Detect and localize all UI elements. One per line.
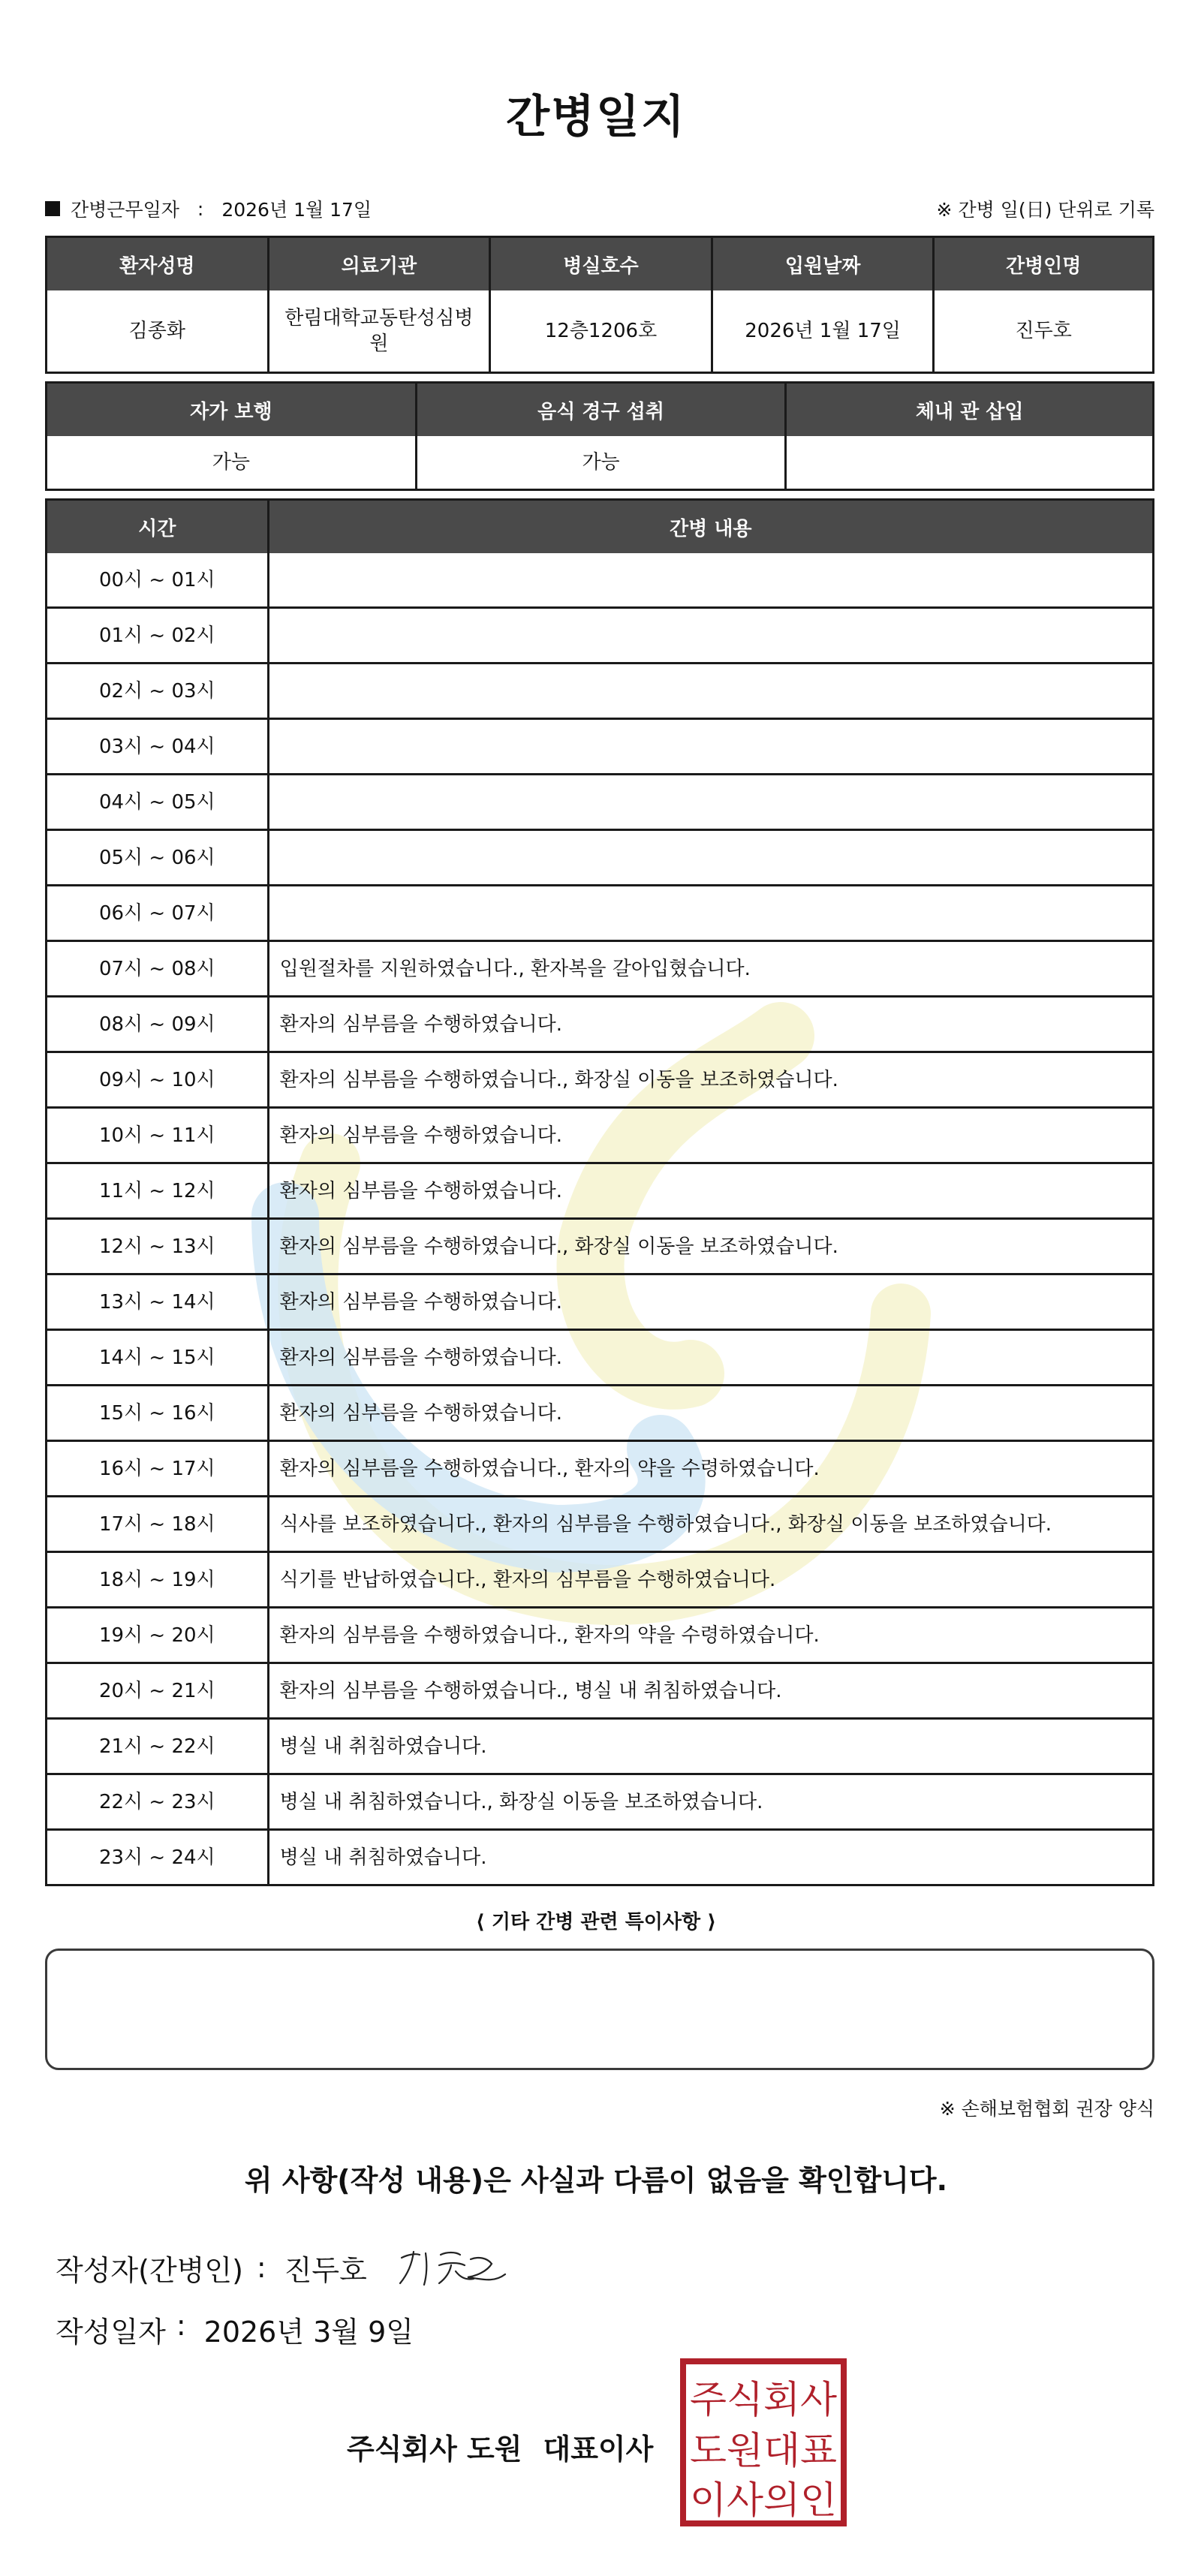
log-content: 환자의 심부름을 수행하였습니다., 화장실 이동을 보조하였습니다. <box>267 1053 1154 1109</box>
log-time: 21시 ~ 22시 <box>45 1720 267 1775</box>
header-time: 시간 <box>45 498 267 553</box>
log-content <box>267 831 1154 886</box>
hourly-care-log-table <box>45 498 1154 1886</box>
table-row <box>45 942 1154 998</box>
table-row <box>45 664 1154 720</box>
patient-name: 김종화 <box>45 290 267 374</box>
writer-name: 진두호 <box>284 2253 367 2287</box>
log-time: 08시 ~ 09시 <box>45 998 267 1053</box>
table-row <box>45 998 1154 1053</box>
table-row <box>45 553 1154 609</box>
log-time: 09시 ~ 10시 <box>45 1053 267 1109</box>
log-time: 00시 ~ 01시 <box>45 553 267 609</box>
special-notes-box <box>45 1949 1154 2070</box>
log-content: 병실 내 취침하였습니다. <box>267 1831 1154 1886</box>
table-row <box>45 1275 1154 1331</box>
table-row <box>45 1442 1154 1497</box>
log-time: 19시 ~ 20시 <box>45 1608 267 1664</box>
header-self-walking: 자가 보행 <box>45 381 415 436</box>
black-square-icon <box>45 201 60 216</box>
log-time: 11시 ~ 12시 <box>45 1164 267 1220</box>
patient-info-header-row <box>45 236 1154 290</box>
company-signatory <box>347 2426 653 2467</box>
patient-info-value-row <box>45 290 1154 374</box>
patient-status-table <box>45 381 1154 491</box>
status-header-row <box>45 381 1154 436</box>
header-tube-insertion: 체내 관 삽입 <box>784 381 1154 436</box>
log-content: 환자의 심부름을 수행하였습니다. <box>267 998 1154 1053</box>
log-content: 입원절차를 지원하였습니다., 환자복을 갈아입혔습니다. <box>267 942 1154 998</box>
log-content <box>267 720 1154 775</box>
log-time: 03시 ~ 04시 <box>45 720 267 775</box>
log-time: 05시 ~ 06시 <box>45 831 267 886</box>
header-hospital: 의료기관 <box>267 236 489 290</box>
header-caregiver-name: 간병인명 <box>932 236 1154 290</box>
log-time: 23시 ~ 24시 <box>45 1831 267 1886</box>
meta-row <box>45 194 1154 224</box>
log-header-row <box>45 498 1154 553</box>
work-date-separator: : <box>197 197 204 220</box>
log-content <box>267 609 1154 664</box>
seal-text-line-3: 이사의인 <box>690 2478 837 2522</box>
confirmation-statement: 위 사항(작성 내용)은 사실과 다름이 없음을 확인합니다. <box>244 2164 948 2197</box>
log-content <box>267 886 1154 942</box>
tube-insertion-value <box>784 436 1154 491</box>
written-date-row <box>56 2309 414 2350</box>
log-time: 01시 ~ 02시 <box>45 609 267 664</box>
log-content: 식기를 반납하였습니다., 환자의 심부름을 수행하였습니다. <box>267 1553 1154 1608</box>
log-time: 18시 ~ 19시 <box>45 1553 267 1608</box>
log-time: 22시 ~ 23시 <box>45 1775 267 1831</box>
table-row <box>45 1720 1154 1775</box>
log-content: 병실 내 취침하였습니다., 화장실 이동을 보조하였습니다. <box>267 1775 1154 1831</box>
status-value-row <box>45 436 1154 491</box>
oral-intake-value: 가능 <box>415 436 785 491</box>
table-row <box>45 1553 1154 1608</box>
log-content <box>267 664 1154 720</box>
table-row <box>45 1775 1154 1831</box>
log-time: 13시 ~ 14시 <box>45 1275 267 1331</box>
log-time: 20시 ~ 21시 <box>45 1664 267 1720</box>
log-time: 04시 ~ 05시 <box>45 775 267 831</box>
log-time: 10시 ~ 11시 <box>45 1109 267 1164</box>
table-row <box>45 1664 1154 1720</box>
log-content: 환자의 심부름을 수행하였습니다., 환자의 약을 수령하였습니다. <box>267 1608 1154 1664</box>
table-row <box>45 1831 1154 1886</box>
log-content <box>267 553 1154 609</box>
log-content <box>267 775 1154 831</box>
table-row <box>45 1331 1154 1386</box>
log-time: 02시 ~ 03시 <box>45 664 267 720</box>
seal-text-line-1: 주식회사 <box>690 2378 838 2421</box>
header-patient-name: 환자성명 <box>45 236 267 290</box>
table-row <box>45 886 1154 942</box>
unit-note: ※ 간병 일(日) 단위로 기록 <box>936 199 1154 221</box>
admission-date: 2026년 1월 17일 <box>711 290 933 374</box>
log-time: 06시 ~ 07시 <box>45 886 267 942</box>
self-walking-value: 가능 <box>45 436 415 491</box>
table-row <box>45 1164 1154 1220</box>
log-content: 환자의 심부름을 수행하였습니다. <box>267 1275 1154 1331</box>
recommended-form-note: ※ 손해보험협회 권장 양식 <box>939 2098 1154 2120</box>
table-row <box>45 1109 1154 1164</box>
log-content: 환자의 심부름을 수행하였습니다. <box>267 1386 1154 1442</box>
table-row <box>45 1053 1154 1109</box>
work-date <box>45 195 372 222</box>
log-time: 15시 ~ 16시 <box>45 1386 267 1442</box>
page-title: 간병일지 <box>506 91 686 143</box>
handwritten-signature <box>393 2241 513 2294</box>
work-date-label: 간병근무일자 <box>71 199 179 221</box>
company-name: 주식회사 도원 <box>347 2433 522 2466</box>
header-admission-date: 입원날짜 <box>711 236 933 290</box>
patient-info-table <box>45 236 1154 374</box>
written-date-label: 작성일자 <box>56 2316 166 2349</box>
room-number: 12층1206호 <box>489 290 711 374</box>
log-content: 환자의 심부름을 수행하였습니다., 화장실 이동을 보조하였습니다. <box>267 1220 1154 1275</box>
writer-colon: : <box>256 2251 266 2284</box>
table-row <box>45 1386 1154 1442</box>
log-time: 17시 ~ 18시 <box>45 1497 267 1553</box>
company-title: 대표이사 <box>543 2433 654 2466</box>
table-row <box>45 1608 1154 1664</box>
special-notes-title: ⟨ 기타 간병 관련 특이사항 ⟩ <box>475 1911 717 1934</box>
log-time: 12시 ~ 13시 <box>45 1220 267 1275</box>
table-row <box>45 831 1154 886</box>
seal-text-line-2: 도원대표 <box>690 2429 837 2472</box>
caregiver-name: 진두호 <box>932 290 1154 374</box>
log-content: 병실 내 취침하였습니다. <box>267 1720 1154 1775</box>
table-row <box>45 775 1154 831</box>
company-seal-stamp <box>680 2358 847 2526</box>
log-content: 환자의 심부름을 수행하였습니다. <box>267 1109 1154 1164</box>
log-content: 식사를 보조하였습니다., 환자의 심부름을 수행하였습니다., 화장실 이동을 보조하였습니다. <box>267 1497 1154 1553</box>
work-date-value: 2026년 1월 17일 <box>221 199 372 221</box>
log-content: 환자의 심부름을 수행하였습니다., 병실 내 취침하였습니다. <box>267 1664 1154 1720</box>
log-content: 환자의 심부름을 수행하였습니다. <box>267 1331 1154 1386</box>
writer-label: 작성자(간병인) <box>56 2253 243 2287</box>
log-time: 14시 ~ 15시 <box>45 1331 267 1386</box>
table-row <box>45 609 1154 664</box>
written-date-colon: : <box>176 2309 186 2342</box>
table-row <box>45 720 1154 775</box>
log-time: 07시 ~ 08시 <box>45 942 267 998</box>
log-content: 환자의 심부름을 수행하였습니다. <box>267 1164 1154 1220</box>
table-row <box>45 1497 1154 1553</box>
header-room-number: 병실호수 <box>489 236 711 290</box>
written-date-value: 2026년 3월 9일 <box>203 2316 414 2349</box>
table-row <box>45 1220 1154 1275</box>
writer-row <box>56 2241 513 2294</box>
log-time: 16시 ~ 17시 <box>45 1442 267 1497</box>
hospital-name: 한림대학교동탄성심병원 <box>267 290 489 374</box>
header-oral-intake: 음식 경구 섭취 <box>415 381 785 436</box>
log-content: 환자의 심부름을 수행하였습니다., 환자의 약을 수령하였습니다. <box>267 1442 1154 1497</box>
header-care-content: 간병 내용 <box>267 498 1154 553</box>
